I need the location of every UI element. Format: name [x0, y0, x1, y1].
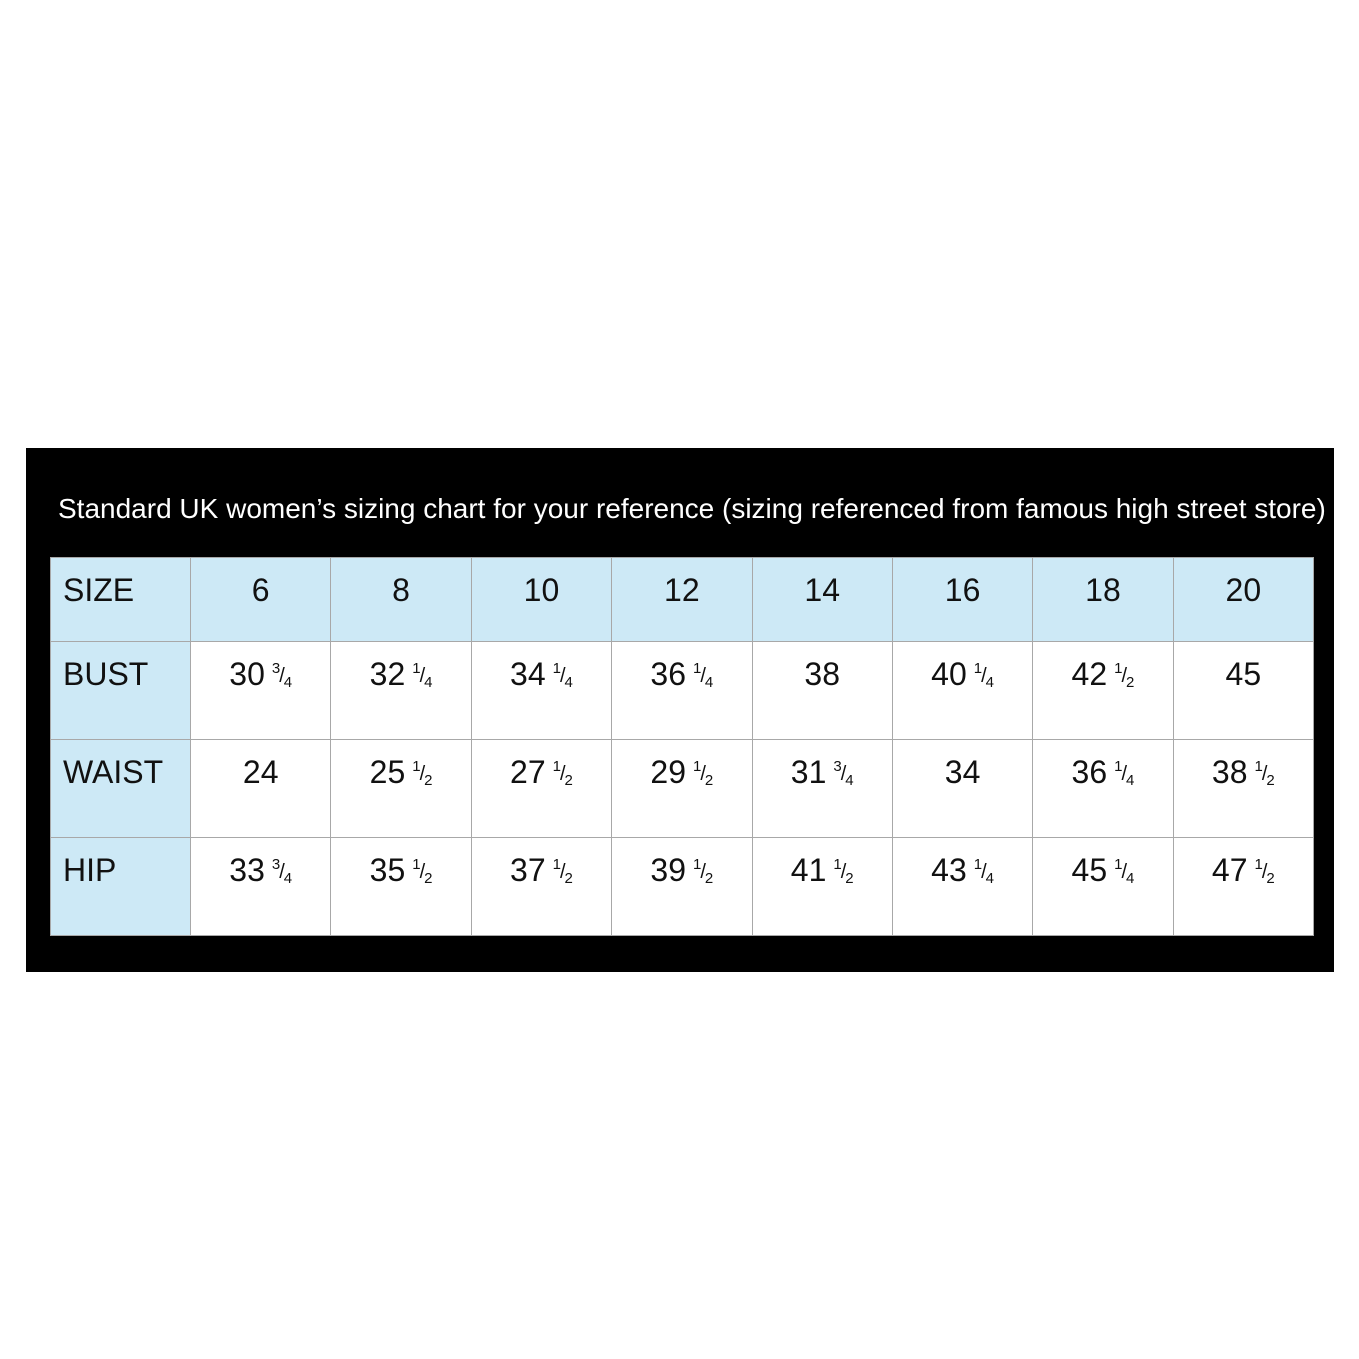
fraction: $^1$/2: [1254, 856, 1275, 887]
fraction: $^3$/4: [271, 660, 293, 691]
fraction: $^3$/4: [833, 758, 854, 789]
row-label: HIP: [51, 838, 191, 936]
measurement-cell: 30 $^3$/4: [191, 642, 331, 740]
fraction: $^1$/2: [552, 856, 573, 887]
measurement-cell: 29 $^1$/2: [612, 740, 752, 838]
measurement-cell: 32 $^1$/4: [331, 642, 471, 740]
measurement-cell: 45 $^1$/4: [1033, 838, 1173, 936]
measurement-cell: 43 $^1$/4: [892, 838, 1032, 936]
fraction: $^1$/4: [412, 660, 433, 691]
measurement-cell: 35 $^1$/2: [331, 838, 471, 936]
measurement-cell: 34 $^1$/4: [471, 642, 611, 740]
measurement-cell: 37 $^1$/2: [471, 838, 611, 936]
size-table-body: [51, 642, 1314, 936]
fraction: $^1$/2: [692, 758, 714, 789]
size-column-header: 20: [1173, 558, 1313, 642]
fraction: $^1$/4: [692, 660, 714, 691]
table-row: [51, 740, 1314, 838]
size-column-header: 10: [471, 558, 611, 642]
header-row: [51, 558, 1314, 642]
size-column-header: 14: [752, 558, 892, 642]
measurement-cell: 38: [752, 642, 892, 740]
fraction: $^1$/2: [833, 856, 854, 887]
table-row: [51, 838, 1314, 936]
measurement-cell: 36 $^1$/4: [1033, 740, 1173, 838]
measurement-cell: 27 $^1$/2: [471, 740, 611, 838]
measurement-cell: 34: [892, 740, 1032, 838]
fraction: $^1$/4: [1114, 758, 1135, 789]
measurement-cell: 41 $^1$/2: [752, 838, 892, 936]
measurement-cell: 45: [1173, 642, 1313, 740]
size-column-header: 8: [331, 558, 471, 642]
table-row: [51, 642, 1314, 740]
measurement-cell: 25 $^1$/2: [331, 740, 471, 838]
size-column-header: 6: [191, 558, 331, 642]
fraction: $^1$/2: [1114, 660, 1135, 691]
measurement-cell: 42 $^1$/2: [1033, 642, 1173, 740]
fraction: $^1$/4: [973, 660, 994, 691]
corner-header-size: SIZE: [51, 558, 191, 642]
size-chart-title: Standard UK women’s sizing chart for your reference (sizing referenced from famous high street store): [58, 493, 1326, 524]
measurement-cell: 39 $^1$/2: [612, 838, 752, 936]
size-column-header: 12: [612, 558, 752, 642]
fraction: $^1$/2: [412, 758, 433, 789]
measurement-cell: 24: [191, 740, 331, 838]
fraction: $^1$/2: [412, 856, 433, 887]
size-table: [50, 557, 1314, 936]
fraction: $^1$/4: [552, 660, 573, 691]
fraction: $^1$/2: [1254, 758, 1275, 789]
measurement-cell: 33 $^3$/4: [191, 838, 331, 936]
fraction: $^3$/4: [271, 856, 293, 887]
row-label: BUST: [51, 642, 191, 740]
fraction: $^1$/4: [973, 856, 994, 887]
fraction: $^1$/2: [552, 758, 573, 789]
measurement-cell: 40 $^1$/4: [892, 642, 1032, 740]
size-chart-panel: [26, 448, 1334, 972]
size-column-header: 18: [1033, 558, 1173, 642]
measurement-cell: 36 $^1$/4: [612, 642, 752, 740]
size-column-header: 16: [892, 558, 1032, 642]
fraction: $^1$/4: [1114, 856, 1135, 887]
measurement-cell: 31 $^3$/4: [752, 740, 892, 838]
fraction: $^1$/2: [692, 856, 714, 887]
row-label: WAIST: [51, 740, 191, 838]
measurement-cell: 47 $^1$/2: [1173, 838, 1313, 936]
measurement-cell: 38 $^1$/2: [1173, 740, 1313, 838]
size-table-header: [51, 558, 1314, 642]
